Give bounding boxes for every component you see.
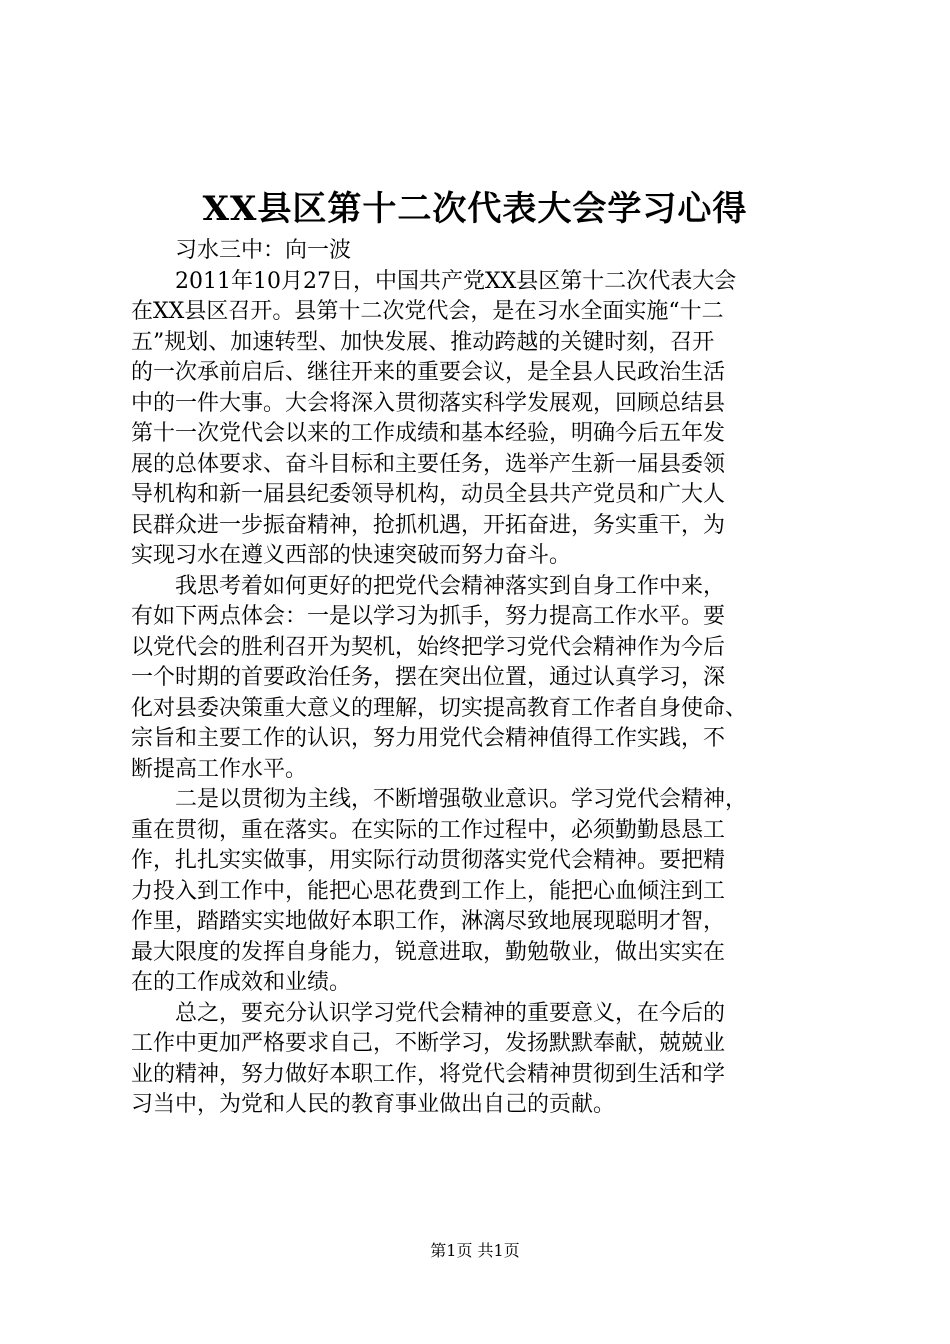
author-line: 习水三中：向一波 bbox=[175, 238, 352, 263]
document-body bbox=[131, 236, 831, 1121]
text-line: 以党代会的胜利召开为契机，始终把学习党代会精神作为今后 bbox=[131, 634, 726, 660]
text-line: 作里，踏踏实实地做好本职工作，淋漓尽致地展现聪明才智， bbox=[131, 909, 726, 934]
text-line: 业的精神，努力做好本职工作，将党代会精神贯彻到生活和学 bbox=[131, 1061, 726, 1087]
text-line: 最大限度的发挥自身能力，锐意进取，勤勉敬业，做出实实在 bbox=[131, 939, 726, 965]
text-line: 习当中，为党和人民的教育事业做出自己的贡献。 bbox=[131, 1092, 616, 1117]
text-line: 实现习水在遵义西部的快速突破而努力奋斗。 bbox=[131, 543, 572, 568]
text-line: 二是以贯彻为主线，不断增强敬业意识。学习党代会精神， bbox=[175, 787, 748, 812]
text-line: 化对县委决策重大意义的理解，切实提高教育工作者自身使命、 bbox=[131, 695, 748, 721]
text-line: 的一次承前启后、继往开来的重要会议，是全县人民政治生活 bbox=[131, 360, 726, 385]
text-line: 第十一次党代会以来的工作成绩和基本经验，明确今后五年发 bbox=[131, 421, 726, 446]
document-title: XX县区第十二次代表大会学习心得 bbox=[202, 189, 748, 229]
page-footer: 第1页 共1页 bbox=[430, 1241, 520, 1260]
text-line: 断提高工作水平。 bbox=[131, 756, 308, 782]
text-line: 在XX县区召开。县第十二次党代会，是在习水全面实施“十二 bbox=[131, 299, 724, 324]
text-line: 有如下两点体会：一是以学习为抓手，努力提高工作水平。要 bbox=[131, 604, 726, 629]
text-line: 在的工作成效和业绩。 bbox=[131, 970, 352, 995]
text-line: 总之，要充分认识学习党代会精神的重要意义，在今后的 bbox=[175, 1000, 726, 1026]
text-line: 中的一件大事。大会将深入贯彻落实科学发展观，回顾总结县 bbox=[131, 390, 726, 416]
text-line: 一个时期的首要政治任务，摆在突出位置，通过认真学习，深 bbox=[131, 665, 726, 690]
text-line: 我思考着如何更好的把党代会精神落实到自身工作中来， bbox=[175, 573, 726, 599]
text-line: 重在贯彻，重在落实。在实际的工作过程中，必须勤勤恳恳工 bbox=[131, 817, 726, 843]
text-line: 五”规划、加速转型、加快发展、推动跨越的关键时刻，召开 bbox=[131, 329, 715, 355]
text-line: 力投入到工作中，能把心思花费到工作上，能把心血倾注到工 bbox=[131, 878, 726, 904]
text-line: 宗旨和主要工作的认识，努力用党代会精神值得工作实践，不 bbox=[131, 726, 726, 751]
text-line: 作，扎扎实实做事，用实际行动贯彻落实党代会精神。要把精 bbox=[131, 848, 726, 873]
paragraph-1 bbox=[131, 267, 831, 572]
text-line: 工作中更加严格要求自己，不断学习，发扬默默奉献，兢兢业 bbox=[131, 1031, 726, 1056]
paragraph-3 bbox=[131, 785, 831, 999]
paragraph-4 bbox=[131, 999, 831, 1121]
text-line: 民群众进一步振奋精神，抢抓机遇，开拓奋进，务实重干，为 bbox=[131, 512, 726, 538]
paragraph-2 bbox=[131, 572, 831, 786]
text-line: 2011年10月27日，中国共产党XX县区第十二次代表大会 bbox=[175, 268, 737, 294]
text-line: 展的总体要求、奋斗目标和主要任务，选举产生新一届县委领 bbox=[131, 451, 726, 477]
text-line: 导机构和新一届县纪委领导机构，动员全县共产党员和广大人 bbox=[131, 482, 726, 507]
